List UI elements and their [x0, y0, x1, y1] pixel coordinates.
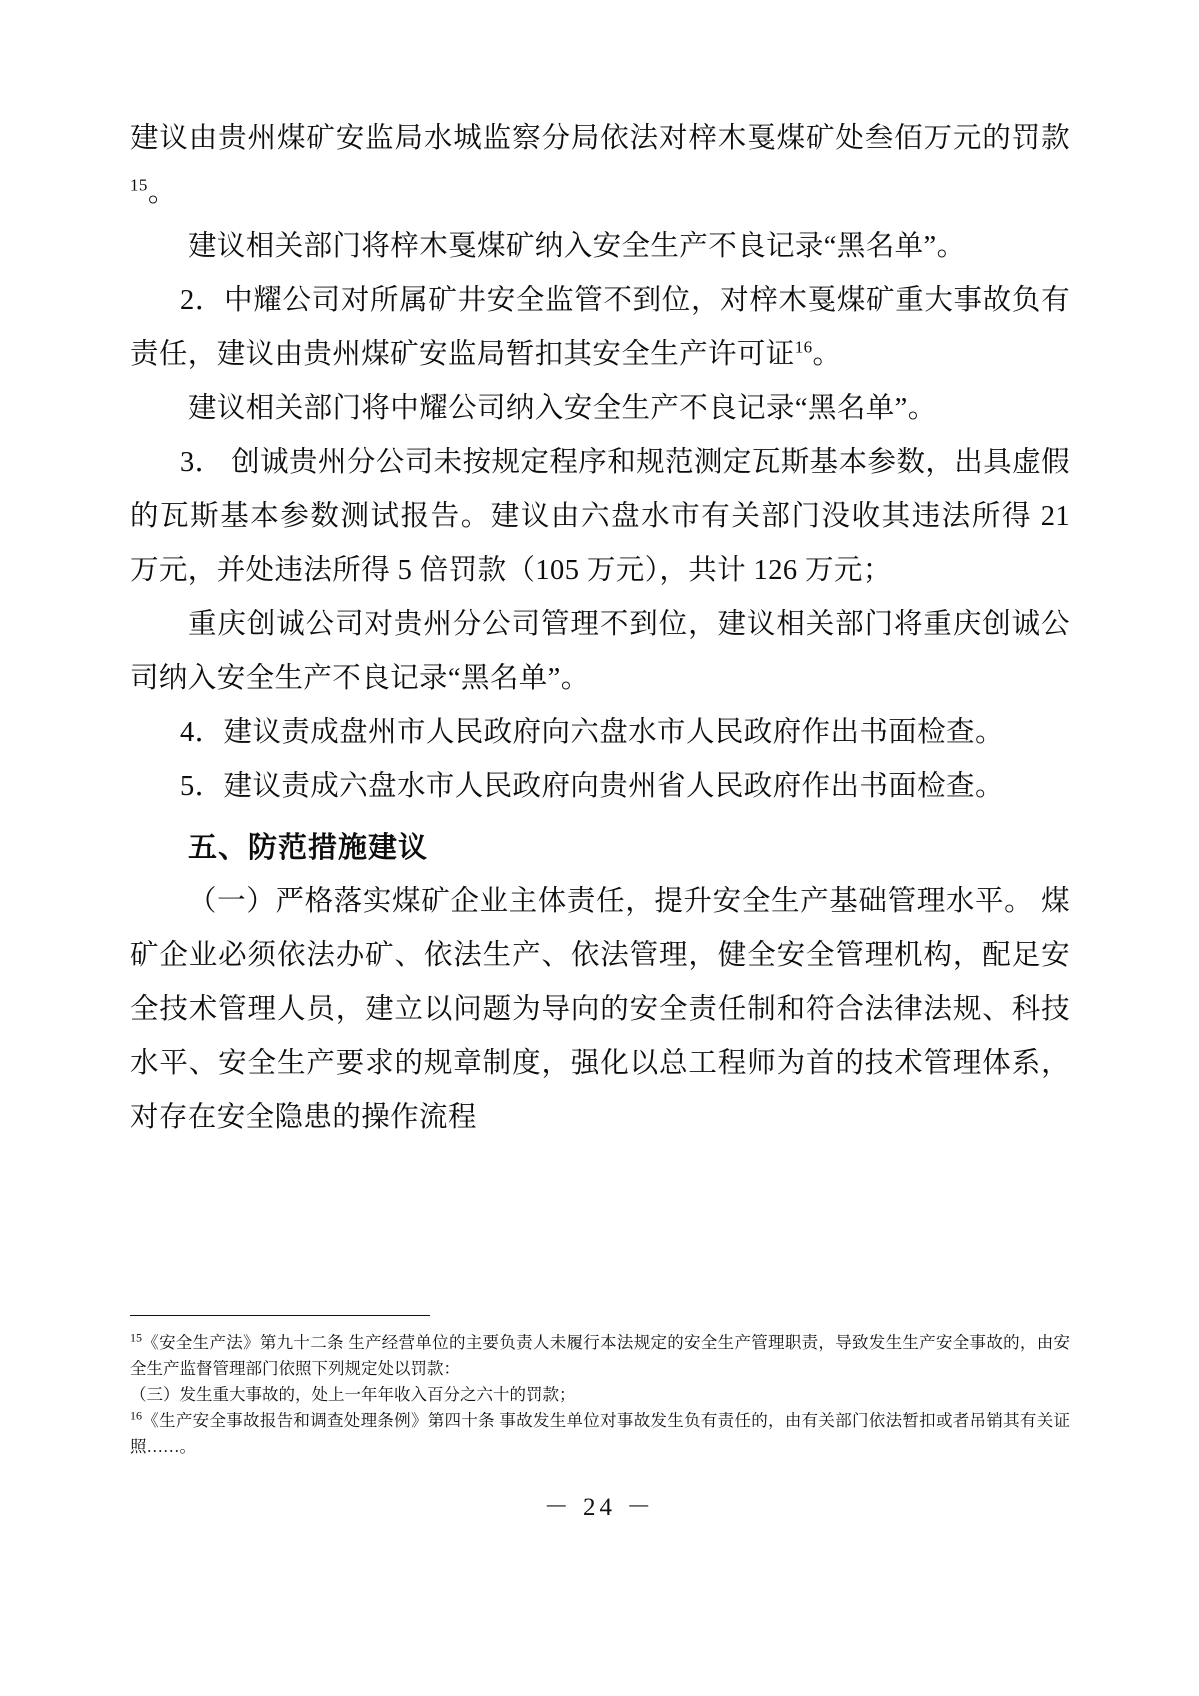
paragraph-text: （一）严格落实煤矿企业主体责任，提升安全生产基础管理水平。 煤矿企业必须依法办矿、依法生产、依法管理，健全安全管理机构，配足安全技术管理人员，建立以问题为导向的安全责任制和符合法律法规、科技水平、安全生产要求的规章制度，强化以总工程师为首的技术管理体系，对存在安全隐患的操作流程	[130, 886, 1070, 1133]
footnote-16-line-1: 《生产安全事故报告和调查处理条例》第四十条 事故发生单位对事故发生负有责任的，由有关部门依法暂扣或者吊销其有关证照……。	[130, 1411, 1070, 1456]
paragraph-text-tail: 。	[147, 177, 177, 208]
paragraph-section-five-item-1	[130, 875, 1070, 1145]
section-heading-five: 五、防范措施建议	[188, 830, 429, 864]
paragraph-item-2	[130, 274, 1070, 382]
paragraph-text: 3． 创诚贵州分公司未按规定程序和规范测定瓦斯基本参数，出具虚假的瓦斯基本参数测试报告。建议由六盘水市有关部门没收其违法所得 21 万元，并处违法所得 5 倍罚款（105 万元），共计 126 万元；	[130, 447, 1070, 586]
paragraph-blacklist-zhongyao	[130, 382, 1070, 436]
paragraph-text: 重庆创诚公司对贵州分公司管理不到位，建议相关部门将重庆创诚公司纳入安全生产不良记录“黑名单”。	[130, 609, 1070, 694]
footnote-mark-15: 15	[130, 1330, 142, 1345]
page-number	[0, 1487, 1199, 1523]
footnote-ref-16[interactable]: 16	[794, 337, 813, 357]
paragraph-text: 建议相关部门将中耀公司纳入安全生产不良记录“黑名单”。	[188, 393, 937, 424]
footnote-area	[130, 1330, 1070, 1460]
paragraph-recommendation-fine	[130, 112, 1070, 220]
paragraph-blacklist-zimuga	[130, 220, 1070, 274]
footnote-ref-15[interactable]: 15	[130, 175, 148, 195]
footnote-15-line-1: 《安全生产法》第九十二条 生产经营单位的主要负责人未履行本法规定的安全生产管理职责，导致发生生产安全事故的，由安全生产监督管理部门依照下列规定处以罚款：	[130, 1333, 1070, 1378]
footnote-15-continued	[130, 1382, 1070, 1408]
paragraph-item-4	[130, 706, 1070, 760]
paragraph-text: 建议由贵州煤矿安监局水城监察分局依法对梓木戛煤矿处叁佰万元的罚款	[130, 123, 1070, 154]
page-body	[130, 112, 1070, 1145]
paragraph-chongqing-chuangcheng	[130, 598, 1070, 706]
paragraph-text: 2．中耀公司对所属矿井安全监管不到位，对梓木戛煤矿重大事故负有责任，建议由贵州煤矿安监局暂扣其安全生产许可证	[130, 285, 1070, 370]
footnote-mark-16: 16	[130, 1408, 142, 1423]
paragraph-item-3	[130, 436, 1070, 598]
footnote-separator	[130, 1315, 430, 1316]
paragraph-text-tail: 。	[812, 339, 842, 370]
footnote-16	[130, 1408, 1070, 1460]
page-number-text: － 24 －	[543, 1494, 656, 1521]
paragraph-item-5	[130, 760, 1070, 814]
paragraph-text: 4．建议责成盘州市人民政府向六盘水市人民政府作出书面检查。	[180, 717, 1004, 748]
footnote-15	[130, 1330, 1070, 1382]
footnote-15-line-2: （三）发生重大事故的，处上一年年收入百分之六十的罚款；	[130, 1385, 576, 1404]
paragraph-text: 5．建议责成六盘水市人民政府向贵州省人民政府作出书面检查。	[180, 771, 1004, 802]
paragraph-text: 建议相关部门将梓木戛煤矿纳入安全生产不良记录“黑名单”。	[188, 231, 966, 262]
